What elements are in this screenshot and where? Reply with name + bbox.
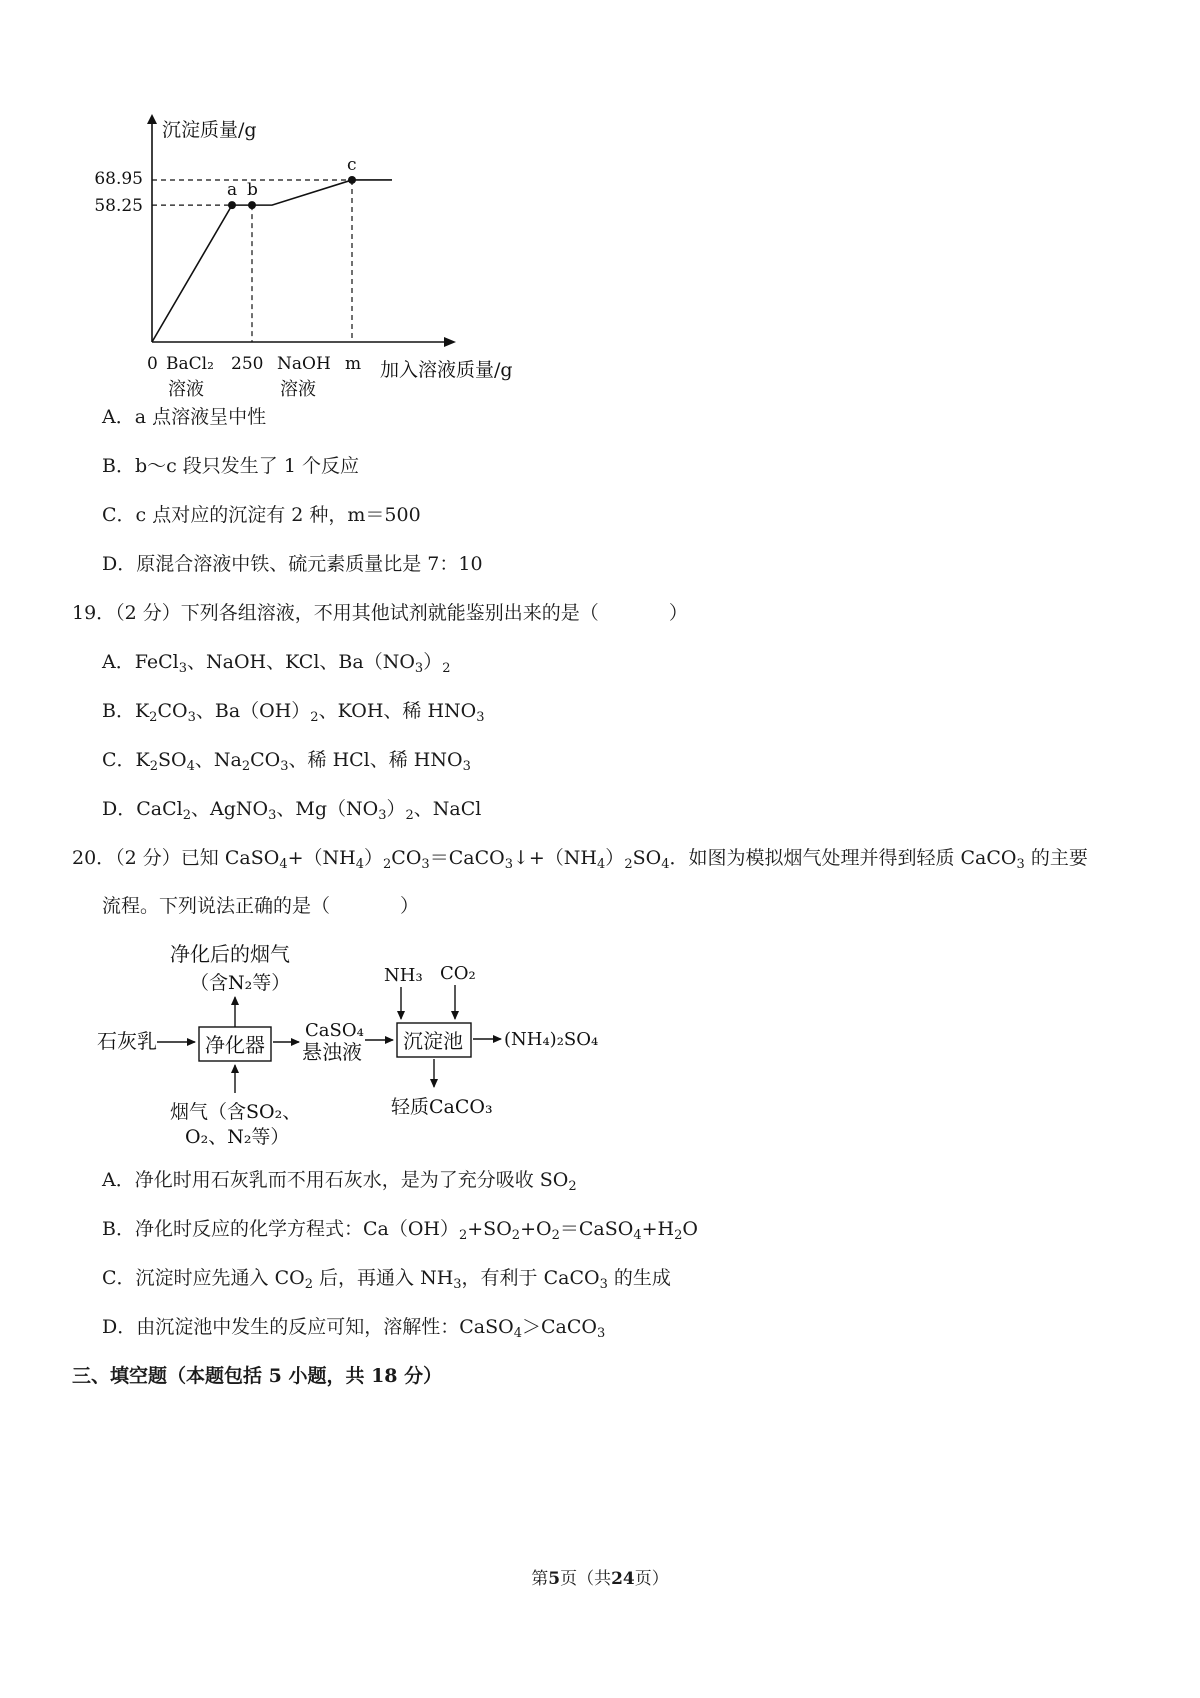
y-tick-58-25: 58.25 (94, 196, 143, 216)
x-tick-naoh: NaOH (277, 354, 331, 374)
x-tick-m: m (345, 354, 362, 374)
page-footer: 第5页（共24页） (531, 1569, 669, 1589)
q19-option-c: C．$K_2SO_4$、$Na_2CO_3$、稀 HCl、稀 $HNO_3$ (102, 749, 471, 774)
x-axis-label: 加入溶液质量/g (380, 359, 513, 381)
x-tick-250: 250 (231, 354, 264, 374)
y-axis-label: 沉淀质量/g (162, 119, 257, 141)
y-tick-68-95: 68.95 (94, 169, 143, 189)
point-label-a: a (227, 180, 238, 201)
x-tick-0: 0 (147, 354, 158, 374)
q19-option-a: A．FeCl$_3$、NaOH、KCl、$Ba(NO_3)_2$ (102, 651, 451, 676)
lime-milk-label: 石灰乳 (97, 1029, 157, 1053)
section-3-heading: 三、填空题（本题包括 5 小题，共 18 分） (72, 1365, 443, 1387)
q20-option-b: B．净化时反应的化学方程式：$Ca(OH)_2+SO_2+O_2=CaSO_4+H_2O$ (102, 1218, 698, 1243)
q20-option-a: A．净化时用石灰乳而不用石灰水，是为了充分吸收 $SO_2$ (102, 1169, 577, 1194)
co2-label: CO₂ (440, 963, 476, 984)
q20-option-d: D．由沉淀池中发生的反应可知，溶解性：CaSO$_4$＞CaCO$_3$ (102, 1316, 606, 1341)
flue-gas-label-line2: O₂、N₂等） (185, 1126, 290, 1148)
point-a (228, 201, 236, 209)
precipitate-line (152, 180, 392, 342)
total-pages: 24 (611, 1569, 635, 1589)
x-tick-bacl2: BaCl₂ (166, 354, 214, 374)
point-b (248, 201, 256, 209)
flue-gas-label-line1: 烟气（含SO₂、 (170, 1101, 302, 1123)
q20-stem-line2: 流程。下列说法正确的是（ ） (102, 895, 420, 917)
x-tick-naoh-solution: 溶液 (280, 379, 316, 400)
ammonium-sulfate-label: (NH₄)₂SO₄ (504, 1029, 599, 1050)
current-page: 5 (548, 1569, 561, 1589)
light-caco3-label: 轻质CaCO₃ (391, 1096, 493, 1118)
point-label-c: c (347, 154, 357, 175)
q20-option-c: C．沉淀时应先通入 $CO_2$ 后，再通入 $NH_3$，有利于 CaCO$_3$ 的生成 (102, 1267, 671, 1292)
point-c (348, 176, 356, 184)
x-axis-arrow (444, 337, 456, 347)
nh3-label: NH₃ (384, 965, 423, 986)
q18-option-c: C．c 点对应的沉淀有 2 种，m＝500 (102, 504, 421, 526)
purifier-label: 净化器 (205, 1033, 265, 1057)
point-label-b: b (247, 180, 258, 201)
q18-option-d: D．原混合溶液中铁、硫元素质量比是 7：10 (102, 553, 483, 575)
purified-gas-label: 净化后的烟气 (170, 942, 290, 966)
q20-stem-line1: 20．（2 分）已知 $CaSO_4+(NH_4)_2CO_3=CaCO_3↓+(NH_4)_2SO_4$．如图为模拟烟气处理并得到轻质 CaCO$_3$ 的主要 (72, 847, 1088, 872)
q18-option-b: B．b～c 段只发生了 1 个反应 (102, 455, 359, 477)
q18-option-a: A．a 点溶液呈中性 (102, 406, 267, 428)
suspension-label: 悬浊液 (302, 1040, 362, 1064)
purified-gas-sub-label: （含N₂等） (190, 972, 291, 994)
q19-option-b: B．$K_2CO_3$、$Ba(OH)_2$、KOH、稀 $HNO_3$ (102, 700, 485, 725)
y-axis-arrow (147, 114, 157, 124)
caso4-label: CaSO₄ (305, 1020, 364, 1041)
q19-option-d: D．CaCl$_2$、AgNO$_3$、$Mg(NO_3)_2$、NaCl (102, 798, 482, 823)
q19-stem: 19．（2 分）下列各组溶液，不用其他试剂就能鉴别出来的是（ ） (72, 602, 688, 624)
precipitate-chart (80, 110, 640, 410)
x-tick-bacl2-solution: 溶液 (168, 379, 204, 400)
settling-tank-label: 沉淀池 (403, 1029, 463, 1053)
flue-gas-flow-diagram (95, 935, 655, 1150)
